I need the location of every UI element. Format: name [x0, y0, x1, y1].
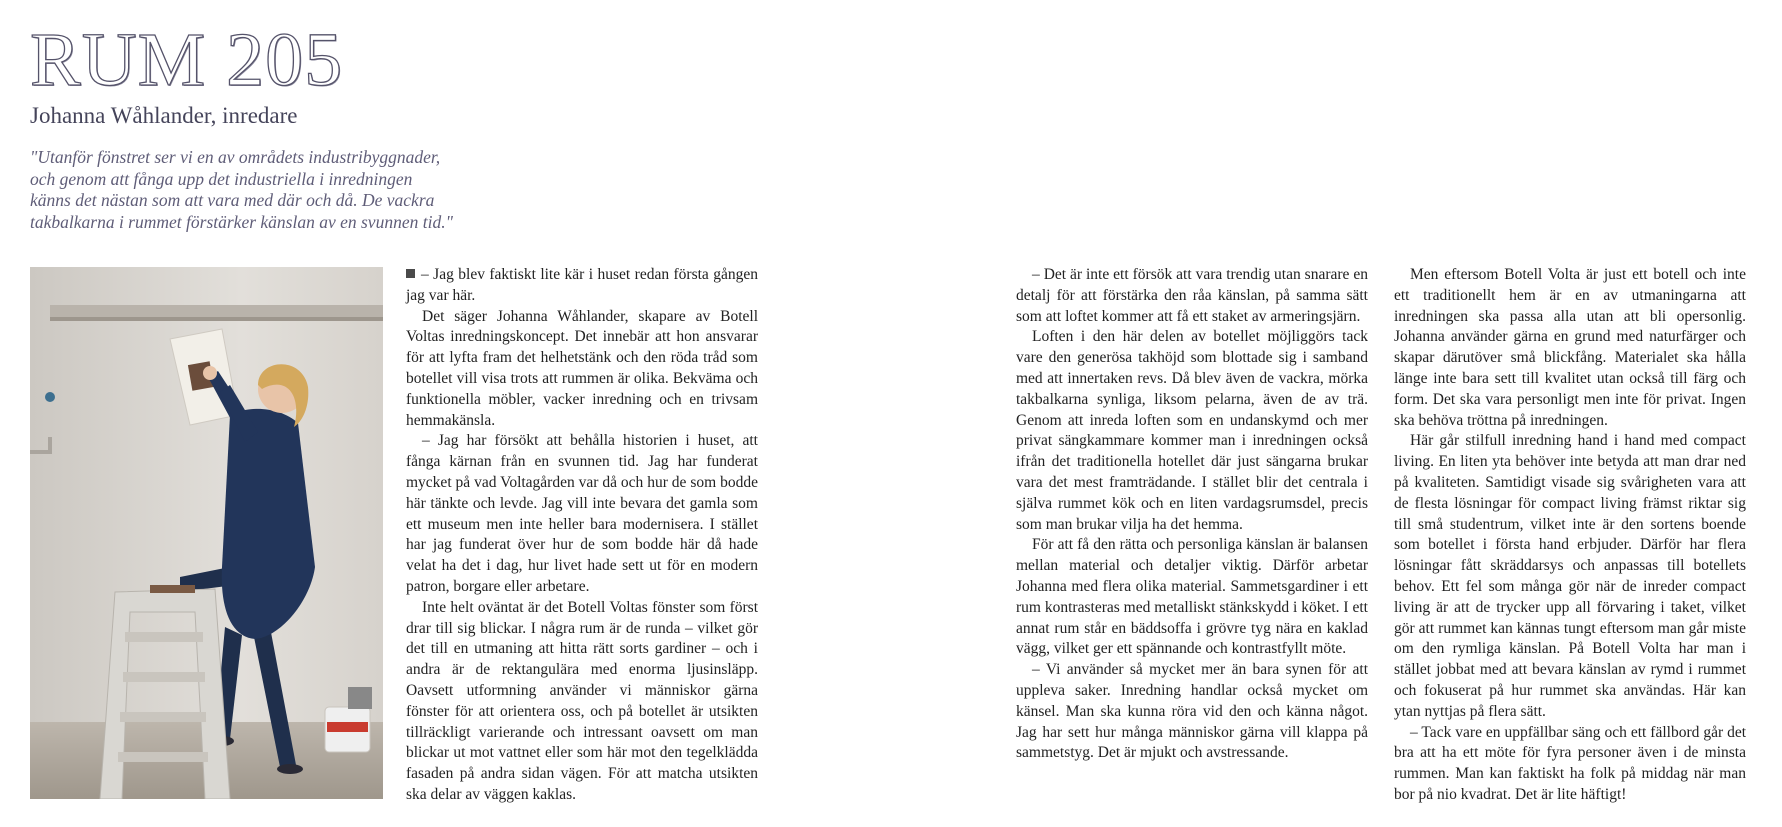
square-bullet-icon	[406, 269, 415, 278]
photo-illustration	[30, 267, 383, 799]
quote-line: takbalkarna i rummet förstärker känslan av en svunnen tid."	[30, 211, 453, 232]
paragraph-text: – Jag blev faktiskt lite kär i huset redan första gången jag var här.	[406, 266, 758, 304]
pull-quote	[30, 147, 500, 233]
paragraph: Men eftersom Botell Volta är just ett botell och inte ett traditionellt hem är en av utmaningarna att inredningen ska passa alla utan att bli opersonlig. Johanna använder gärna en grund med naturfärger och skapar därutöver små blickfång. Materialet ska hålla länge inte bara sett till kvalitet utan också till färg och form. Det ska vara personligt men inte för privat. Ingen ska behöva tröttna på inredningen.	[1394, 266, 1746, 429]
quote-line: och genom att fånga upp det industriella i inredningen	[30, 168, 413, 189]
article-column-2	[1016, 265, 1368, 764]
paragraph: Här går stilfull inredning hand i hand med compact living. En liten yta behöver inte betyda att man drar ned på kvaliteten. Samtidigt visade sig svårigheten vara att de flesta lösningar för compact living främst riktar sig till små studentrum, vilket inte är den sortens boende som botellet i första hand erbjuder. Därför har flera lösningar fått skräddarsys och anpassas till botellets behov. Ett fel som många gör när de inreder compact living är att de trycker upp all förvaring i taket, vilket gör att rummet kan kännas tungt eftersom man går miste om den rymliga känslan. På Botell Volta har man i stället jobbat med att bevara känslan av rymd i rummet och fokuserat på hur rummet ska användas. Här kan ytan nyttjas på flera sätt.	[1394, 432, 1746, 720]
paragraph: – Vi använder så mycket mer än bara synen för att uppleva saker. Inredning handlar också mycket om känsel. Man ska kunna röra vid den och känna något. Jag har sett hur många människor gärna vill klappa på sammetstyg. Det är mjukt och avstressande.	[1016, 661, 1368, 762]
paragraph	[406, 265, 758, 307]
quote-line: "Utanför fönstret ser vi en av områdets industribyggnader,	[30, 147, 441, 167]
interior-designer-photo	[30, 267, 383, 799]
paragraph: För att få den rätta och personliga känslan är balansen mellan material och detaljer viktig. Därför arbetar Johanna med flera olika material. Sammetsgardiner i ett rum kontrasteras med metalliskt stänkskydd i köket. I ett annat rum står en bäddsoffa i grövre tyg nära en kaklad vägg, vilket ger ett spännande och kontrastfyllt möte.	[1016, 536, 1368, 658]
quote-line: känns det nästan som att vara med där och då. De vackra	[30, 190, 435, 210]
paragraph: Loften i den här delen av botellet möjliggörs tack vare den generösa takhöjd som blottade sig i samband med att innertaken revs. Då blev även de vackra, mörka takbalkarna synliga, liksom pelarna, även de av trä. Genom att inreda loften som en undanskymd och mer privat sängkammare kommer man i inredningen också ifrån det traditionella hotellet där just sängarna brukar vara det mest framträdande. I stället blir det centrala i själva rummet kök och en liten vardagsrumsdel, precis som man brukar vilja ha det hemma.	[1016, 328, 1368, 533]
article-column-3	[1394, 265, 1746, 806]
paragraph: – Jag har försökt att behålla historien i huset, att fånga kärnan från en svunnen tid. Jag har funderat mycket på vad Voltagården var då och hur de som bodde här tänkte och levde. Jag vill inte bevara det gamla som ett museum men inte heller bara modernisera. I stället har jag funderat över hur de som bodde här då hade velat ha det i dag, hur livet hade sett ut för en modern patron, borgare eller arbetare.	[406, 432, 758, 595]
page-subtitle: Johanna Wåhlander, inredare	[30, 103, 298, 128]
article-column-1	[406, 265, 758, 806]
paragraph: Inte helt oväntat är det Botell Voltas fönster som först drar till sig blickar. I några rum är de runda – vilket gör det till en utmaning att hitta rätt sorts gardiner – och i andra är de rektangulära med enorma ljusinsläpp. Oavsett utformning använder vi människor gärna fönster för att orientera oss, och på botellet är utsikten tillräckligt varierande och intressant oavsett om man blickar ut mot vattnet eller som här mot den tegelklädda fasaden på andra sidan vägen. För att matcha utsikten ska delar av väggen kaklas.	[406, 598, 758, 803]
page-title: RUM 205	[30, 18, 344, 102]
paragraph: – Det är inte ett försök att vara trendig utan snarare en detalj för att förstärka den råa känslan, på samma sätt som att loftet kommer att få ett staket av armeringsjärn.	[1016, 266, 1368, 325]
paragraph: – Tack vare en uppfällbar säng och ett fällbord går det bra att ha ett möte för fyra personer även i de minsta rummen. Man kan faktiskt ha folk på middag när man bor på nio kvadrat. Det är lite häftigt!	[1394, 723, 1746, 803]
paragraph: Det säger Johanna Wåhlander, skapare av Botell Voltas inredningskoncept. Det innebär att hon ansvarar för att lyfta fram det helhetstänk och den röda tråd som botellet vill visa trots att rummen är olika. Bekväma och funktionella möbler, vacker inredning och en trivsam hemmakänsla.	[406, 307, 758, 429]
